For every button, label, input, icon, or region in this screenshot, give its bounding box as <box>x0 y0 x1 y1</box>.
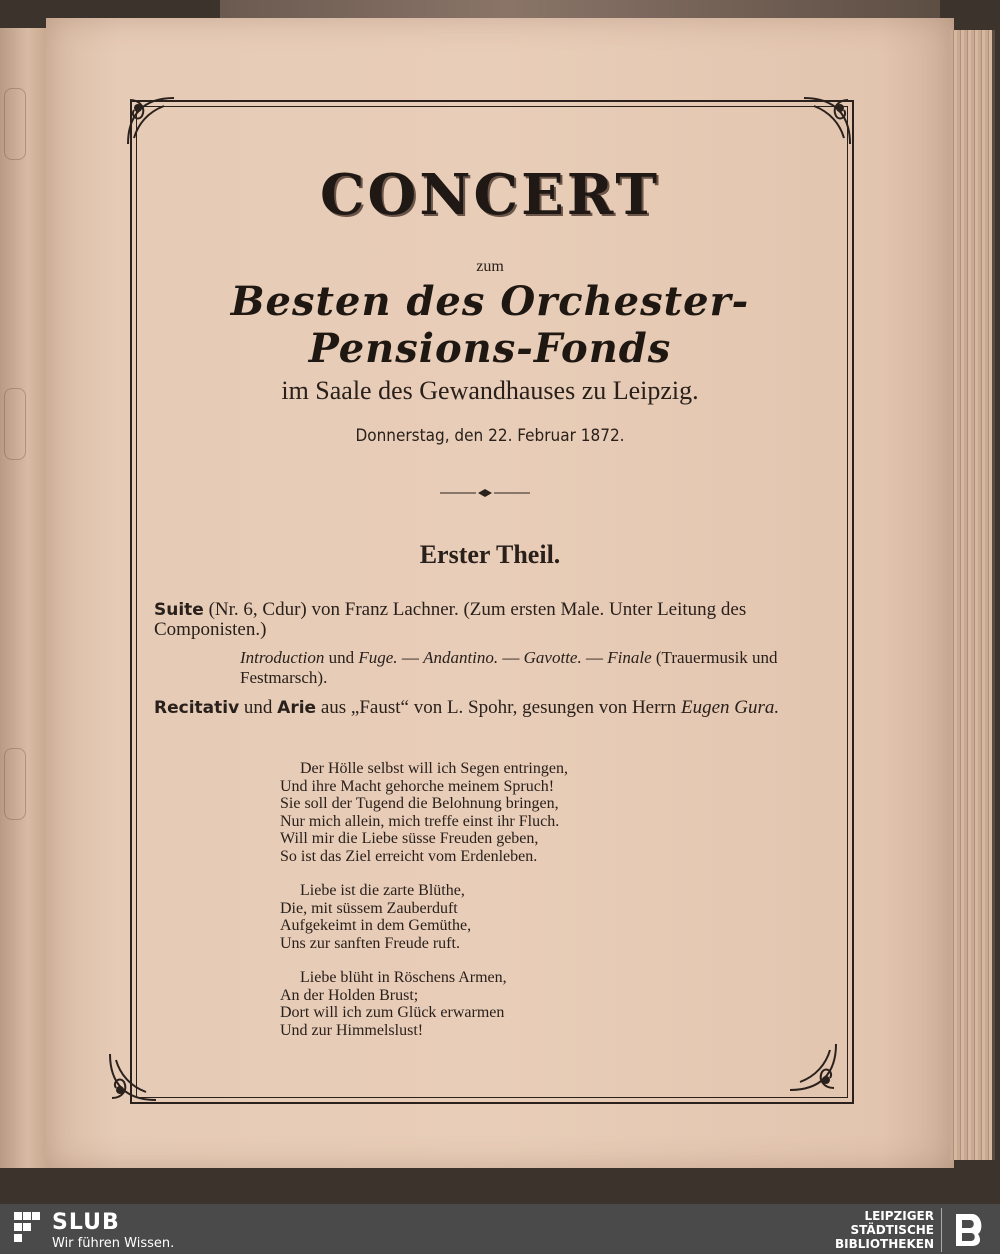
program-item-details: (Nr. 6, Cdur) von Franz Lachner. (Zum ersten Male. Unter Leitung des Componisten.) <box>154 599 747 640</box>
movement-separator: und <box>324 648 359 667</box>
lyrics-stanza <box>280 882 568 952</box>
lyric-line: Will mir die Liebe süsse Freuden geben, <box>280 830 539 847</box>
movement-separator: (Trauermusik und Festmarsch). <box>240 648 778 687</box>
slub-tagline: Wir führen Wissen. <box>52 1236 175 1251</box>
movement-separator: — <box>581 648 608 667</box>
library-logo-icon[interactable] <box>941 1208 992 1252</box>
ornamental-divider-icon <box>440 488 530 498</box>
viewer-footer-bar <box>0 1204 1000 1254</box>
performer-name: Eugen Gura. <box>681 697 780 718</box>
library-name-line: LEIPZIGER <box>864 1209 934 1223</box>
left-page-ornament <box>4 388 26 460</box>
lyric-line: So ist das Ziel erreicht vom Erdenleben. <box>280 847 538 865</box>
movement-name: Gavotte. <box>523 648 582 667</box>
movement-separator: — <box>397 648 424 667</box>
movement-separator: — <box>498 648 524 667</box>
title-connector: zum <box>476 258 504 275</box>
page-stack-edge <box>950 30 995 1160</box>
lyric-line: Nur mich allein, mich treffe einst ihr Fluch. <box>280 812 560 830</box>
left-page-ornament <box>4 88 26 160</box>
movement-name: Andantino. <box>423 648 499 667</box>
program-item-title: Suite <box>154 600 204 620</box>
left-page-edge <box>0 28 48 1168</box>
library-name[interactable] <box>835 1209 934 1251</box>
library-name-line: STÄDTISCHE <box>850 1223 934 1237</box>
program-item-connector: und <box>239 697 278 718</box>
lyrics-stanza <box>280 969 568 1039</box>
program-item-details: aus „Faust“ von L. Spohr, gesungen von Herrn <box>316 697 682 718</box>
lyric-line: Und zur Himmelslust! <box>280 1021 424 1039</box>
lyric-line: Liebe ist die zarte Blüthe, <box>300 882 465 899</box>
program-content <box>130 100 850 1100</box>
fund-title: Besten des Orchester-Pensions-Fonds <box>230 278 750 372</box>
aria-lyrics <box>280 760 568 1056</box>
lyric-line: Uns zur sanften Freude ruft. <box>280 934 460 952</box>
suite-movements <box>240 648 806 688</box>
lyric-line: Die, mit süssem Zauberduft <box>280 899 458 917</box>
lyric-line: Sie soll der Tugend die Belohnung bringen, <box>280 795 559 812</box>
movement-name: Fuge. <box>358 648 398 667</box>
concert-title: CONCERT <box>319 162 661 228</box>
lyric-line: Und ihre Macht gehorche meinem Spruch! <box>280 777 555 795</box>
library-name-line: BIBLIOTHEKEN <box>834 1237 934 1251</box>
lyric-line: Der Hölle selbst will ich Segen entringen, <box>300 760 568 777</box>
lyric-line: An der Holden Brust; <box>280 986 419 1004</box>
section-heading: Erster Theil. <box>419 540 561 569</box>
lyric-line: Dort will ich zum Glück erwarmen <box>280 1004 505 1021</box>
slub-logo-icon[interactable] <box>14 1212 40 1242</box>
program-item-title: Arie <box>277 698 317 718</box>
lyric-line: Liebe blüht in Röschens Armen, <box>300 969 507 986</box>
program-item-faust-aria <box>154 698 806 718</box>
program-item-suite <box>154 600 806 640</box>
concert-date: Donnerstag, den 22. Februar 1872. <box>355 426 625 446</box>
lyric-line: Aufgekeimt in dem Gemüthe, <box>280 917 472 934</box>
lyrics-stanza <box>280 760 568 865</box>
left-page-ornament <box>4 748 26 820</box>
venue-line: im Saale des Gewandhauses zu Leipzig. <box>281 376 699 405</box>
movement-name: Finale <box>607 648 652 667</box>
slub-name[interactable]: SLUB <box>52 1210 120 1235</box>
program-item-title: Recitativ <box>154 698 240 718</box>
movement-name: Introduction <box>240 648 325 667</box>
